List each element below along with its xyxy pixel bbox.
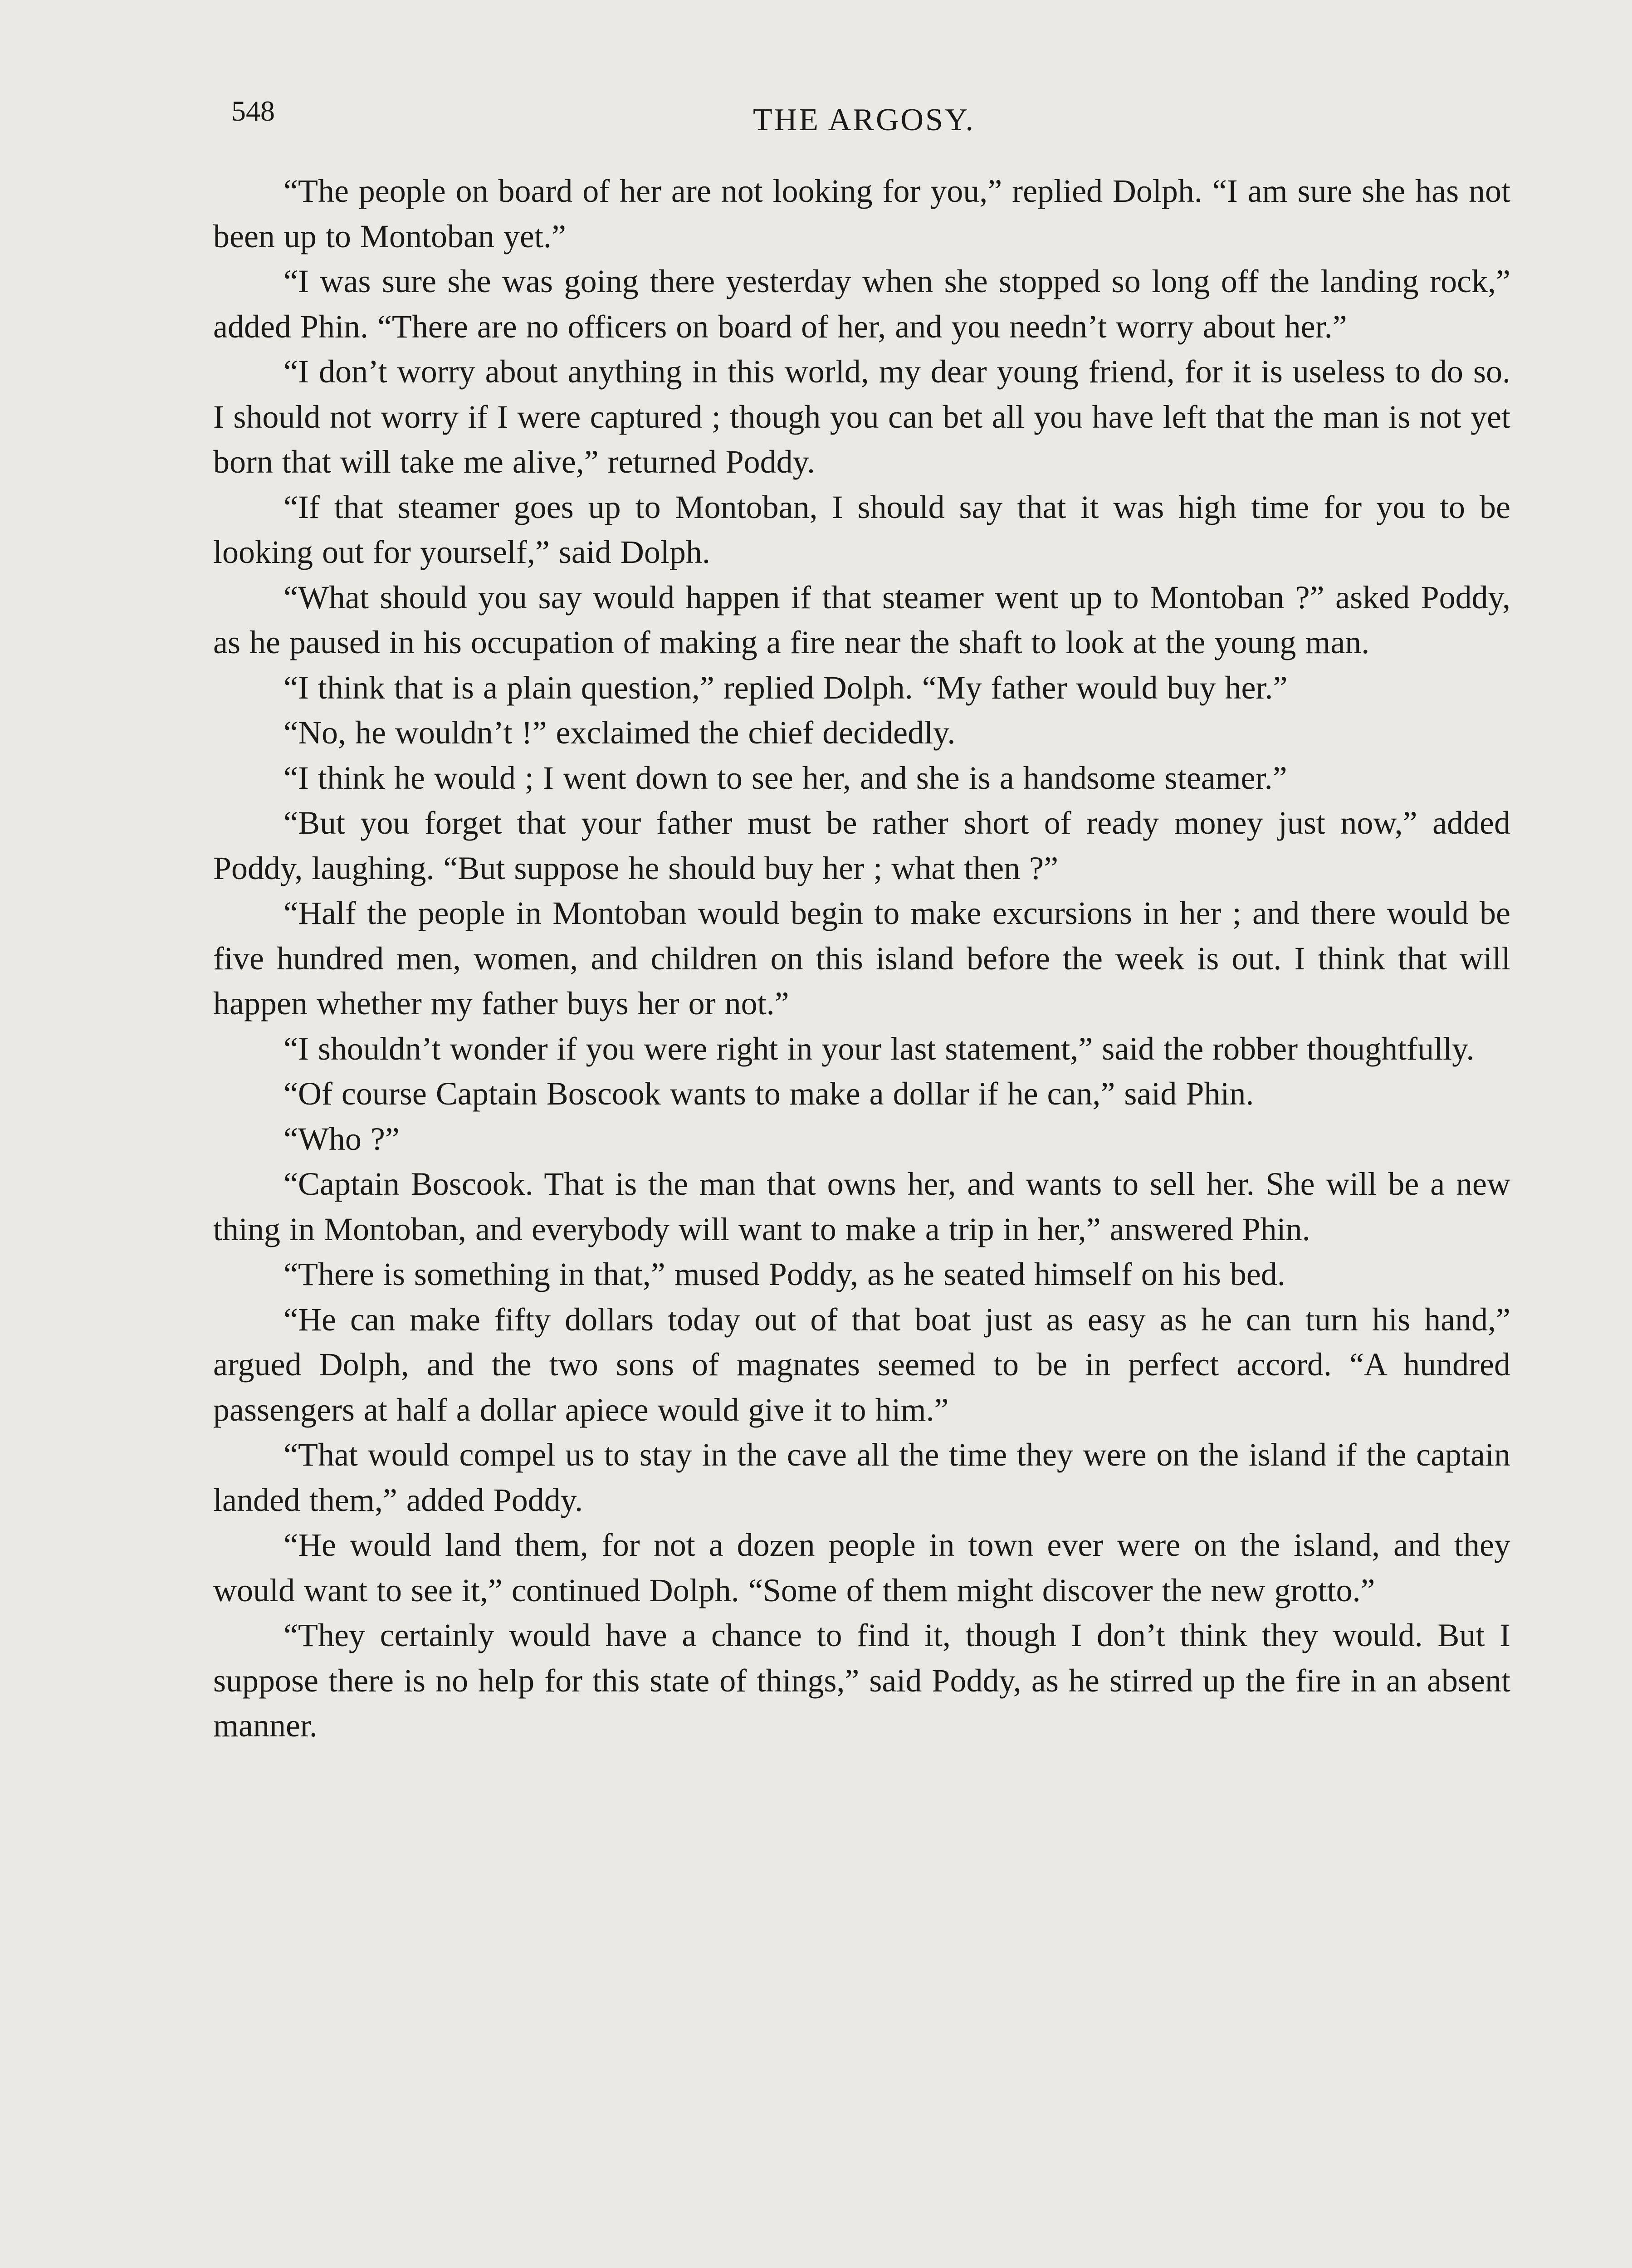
running-title: THE ARGOSY.	[753, 103, 976, 137]
paragraph: “He can make fifty dollars today out of that boat just as easy as he can turn his hand,” argued Dolph, and the two sons of magnates seemed to be in perfect accord. “A hundred passengers at half a dollar apiece would give it to him.”	[213, 1301, 1510, 1428]
paragraph: “But you forget that your father must be rather short of ready money just now,” added Poddy, laughing. “But suppose he should buy her ; what then ?”	[213, 805, 1510, 886]
paragraph: “He would land them, for not a dozen people in town ever were on the island, and they would want to see it,” continued Dolph. “Some of them might discover the new grotto.”	[213, 1527, 1510, 1608]
paragraph: “They certainly would have a chance to find it, though I don’t think they would. But I suppose there is no help for this state of things,” said Poddy, as he stirred up the fire in an absent manner.	[213, 1617, 1510, 1744]
paragraph: “I think that is a plain question,” replied Dolph. “My father would buy her.”	[283, 669, 1288, 706]
paragraph: “Of course Captain Boscook wants to make a dollar if he can,” said Phin.	[283, 1075, 1254, 1112]
paragraph: “I was sure she was going there yesterday when she stopped so long off the landing rock,” added Phin. “There are no officers on board of her, and you needn’t worry about her.”	[213, 263, 1510, 345]
paragraph: “There is something in that,” mused Poddy, as he seated himself on his bed.	[283, 1256, 1285, 1292]
paragraph: “What should you say would happen if that steamer went up to Montoban ?” asked Poddy, as he paused in his occupation of making a fire near the shaft to look at the young man.	[213, 579, 1510, 660]
paragraph: “I think he would ; I went down to see her, and she is a handsome steamer.”	[283, 759, 1287, 796]
paragraph: “Captain Boscook. That is the man that owns her, and wants to sell her. She will be a new thing in Montoban, and everybody will want to make a trip in her,” answered Phin.	[213, 1166, 1510, 1247]
paragraph: “If that steamer goes up to Montoban, I should say that it was high time for you to be looking out for yourself,” said Dolph.	[213, 489, 1510, 570]
paragraph: “Who ?”	[283, 1120, 400, 1157]
paragraph: “No, he wouldn’t !” exclaimed the chief decidedly.	[283, 714, 956, 751]
body-text	[213, 169, 1510, 1749]
paragraph: “The people on board of her are not looking for you,” replied Dolph. “I am sure she has not been up to Montoban yet.”	[213, 173, 1510, 254]
paragraph: “I shouldn’t wonder if you were right in your last statement,” said the robber thoughtfully.	[283, 1030, 1475, 1067]
paragraph: “I don’t worry about anything in this world, my dear young friend, for it is useless to do so. I should not worry if I were captured ; though you can bet all you have left that the man is not yet born that will take me alive,” returned Poddy.	[213, 353, 1510, 480]
paragraph: “That would compel us to stay in the cave all the time they were on the island if the captain landed them,” added Poddy.	[213, 1437, 1510, 1518]
page-number: 548	[231, 95, 275, 127]
paragraph: “Half the people in Montoban would begin to make excursions in her ; and there would be five hundred men, women, and children on this island before the week is out. I think that will happen whether my father buys her or not.”	[213, 895, 1510, 1022]
